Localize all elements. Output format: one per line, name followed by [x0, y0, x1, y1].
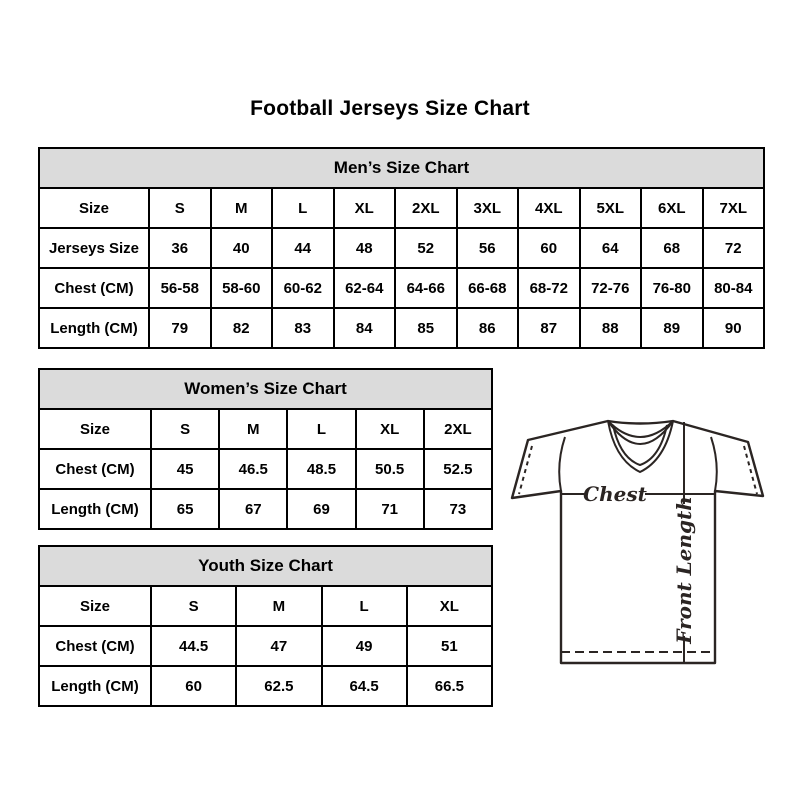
value-cell: 52.5: [424, 449, 492, 489]
table-row: [39, 308, 764, 348]
row-label-cell: Size: [39, 586, 151, 626]
jersey-outline-icon: [512, 421, 763, 663]
table-row: [39, 489, 492, 529]
table-title: Men’s Size Chart: [39, 148, 764, 188]
value-cell: 4XL: [518, 188, 580, 228]
table-row: [39, 449, 492, 489]
value-cell: XL: [334, 188, 396, 228]
table-title: Women’s Size Chart: [39, 369, 492, 409]
table-row: [39, 626, 492, 666]
row-label-cell: Length (CM): [39, 308, 149, 348]
value-cell: L: [322, 586, 407, 626]
table-row: [39, 188, 764, 228]
value-cell: 52: [395, 228, 457, 268]
value-cell: M: [219, 409, 287, 449]
womens-size-table-grid: [38, 368, 493, 530]
value-cell: 45: [151, 449, 219, 489]
mens-size-table-grid: [38, 147, 765, 349]
row-label-cell: Size: [39, 188, 149, 228]
value-cell: 40: [211, 228, 273, 268]
value-cell: 89: [641, 308, 703, 348]
table-header-row: [39, 546, 492, 586]
chest-label: Chest: [583, 482, 647, 506]
value-cell: 7XL: [703, 188, 765, 228]
value-cell: 50.5: [356, 449, 424, 489]
value-cell: M: [236, 586, 321, 626]
row-label-cell: Jerseys Size: [39, 228, 149, 268]
table-row: [39, 666, 492, 706]
value-cell: 62.5: [236, 666, 321, 706]
value-cell: 88: [580, 308, 642, 348]
table-header-row: [39, 369, 492, 409]
value-cell: 82: [211, 308, 273, 348]
table-header-row: [39, 148, 764, 188]
value-cell: 62-64: [334, 268, 396, 308]
value-cell: 64-66: [395, 268, 457, 308]
value-cell: 36: [149, 228, 211, 268]
value-cell: 90: [703, 308, 765, 348]
value-cell: 85: [395, 308, 457, 348]
value-cell: 84: [334, 308, 396, 348]
row-label-cell: Size: [39, 409, 151, 449]
value-cell: 68-72: [518, 268, 580, 308]
value-cell: S: [151, 409, 219, 449]
row-label-cell: Chest (CM): [39, 449, 151, 489]
value-cell: 65: [151, 489, 219, 529]
value-cell: 66-68: [457, 268, 519, 308]
value-cell: 64: [580, 228, 642, 268]
value-cell: 5XL: [580, 188, 642, 228]
value-cell: S: [151, 586, 236, 626]
value-cell: 79: [149, 308, 211, 348]
value-cell: 60: [151, 666, 236, 706]
value-cell: 2XL: [424, 409, 492, 449]
table-row: [39, 409, 492, 449]
value-cell: 76-80: [641, 268, 703, 308]
value-cell: 83: [272, 308, 334, 348]
table-row: [39, 586, 492, 626]
womens-size-table: [38, 368, 493, 530]
value-cell: XL: [356, 409, 424, 449]
value-cell: 56-58: [149, 268, 211, 308]
value-cell: 69: [287, 489, 355, 529]
value-cell: L: [287, 409, 355, 449]
value-cell: L: [272, 188, 334, 228]
value-cell: 60: [518, 228, 580, 268]
youth-size-table: [38, 545, 493, 707]
value-cell: 49: [322, 626, 407, 666]
row-label-cell: Length (CM): [39, 489, 151, 529]
row-label-cell: Chest (CM): [39, 626, 151, 666]
value-cell: 51: [407, 626, 492, 666]
value-cell: 64.5: [322, 666, 407, 706]
value-cell: XL: [407, 586, 492, 626]
value-cell: 44.5: [151, 626, 236, 666]
table-title: Youth Size Chart: [39, 546, 492, 586]
value-cell: 48: [334, 228, 396, 268]
value-cell: 60-62: [272, 268, 334, 308]
value-cell: 6XL: [641, 188, 703, 228]
mens-size-table: [38, 147, 765, 349]
value-cell: 73: [424, 489, 492, 529]
value-cell: 86: [457, 308, 519, 348]
table-row: [39, 268, 764, 308]
value-cell: 47: [236, 626, 321, 666]
front-length-label: Front Length: [672, 496, 696, 644]
value-cell: 71: [356, 489, 424, 529]
value-cell: 46.5: [219, 449, 287, 489]
value-cell: 72-76: [580, 268, 642, 308]
table-row: [39, 228, 764, 268]
value-cell: 44: [272, 228, 334, 268]
value-cell: 58-60: [211, 268, 273, 308]
jersey-measurement-diagram: [503, 408, 773, 670]
row-label-cell: Length (CM): [39, 666, 151, 706]
value-cell: M: [211, 188, 273, 228]
value-cell: 68: [641, 228, 703, 268]
value-cell: 80-84: [703, 268, 765, 308]
value-cell: 3XL: [457, 188, 519, 228]
value-cell: 67: [219, 489, 287, 529]
value-cell: S: [149, 188, 211, 228]
value-cell: 72: [703, 228, 765, 268]
value-cell: 2XL: [395, 188, 457, 228]
value-cell: 48.5: [287, 449, 355, 489]
value-cell: 56: [457, 228, 519, 268]
value-cell: 66.5: [407, 666, 492, 706]
row-label-cell: Chest (CM): [39, 268, 149, 308]
value-cell: 87: [518, 308, 580, 348]
youth-size-table-grid: [38, 545, 493, 707]
page-title: Football Jerseys Size Chart: [250, 97, 530, 120]
